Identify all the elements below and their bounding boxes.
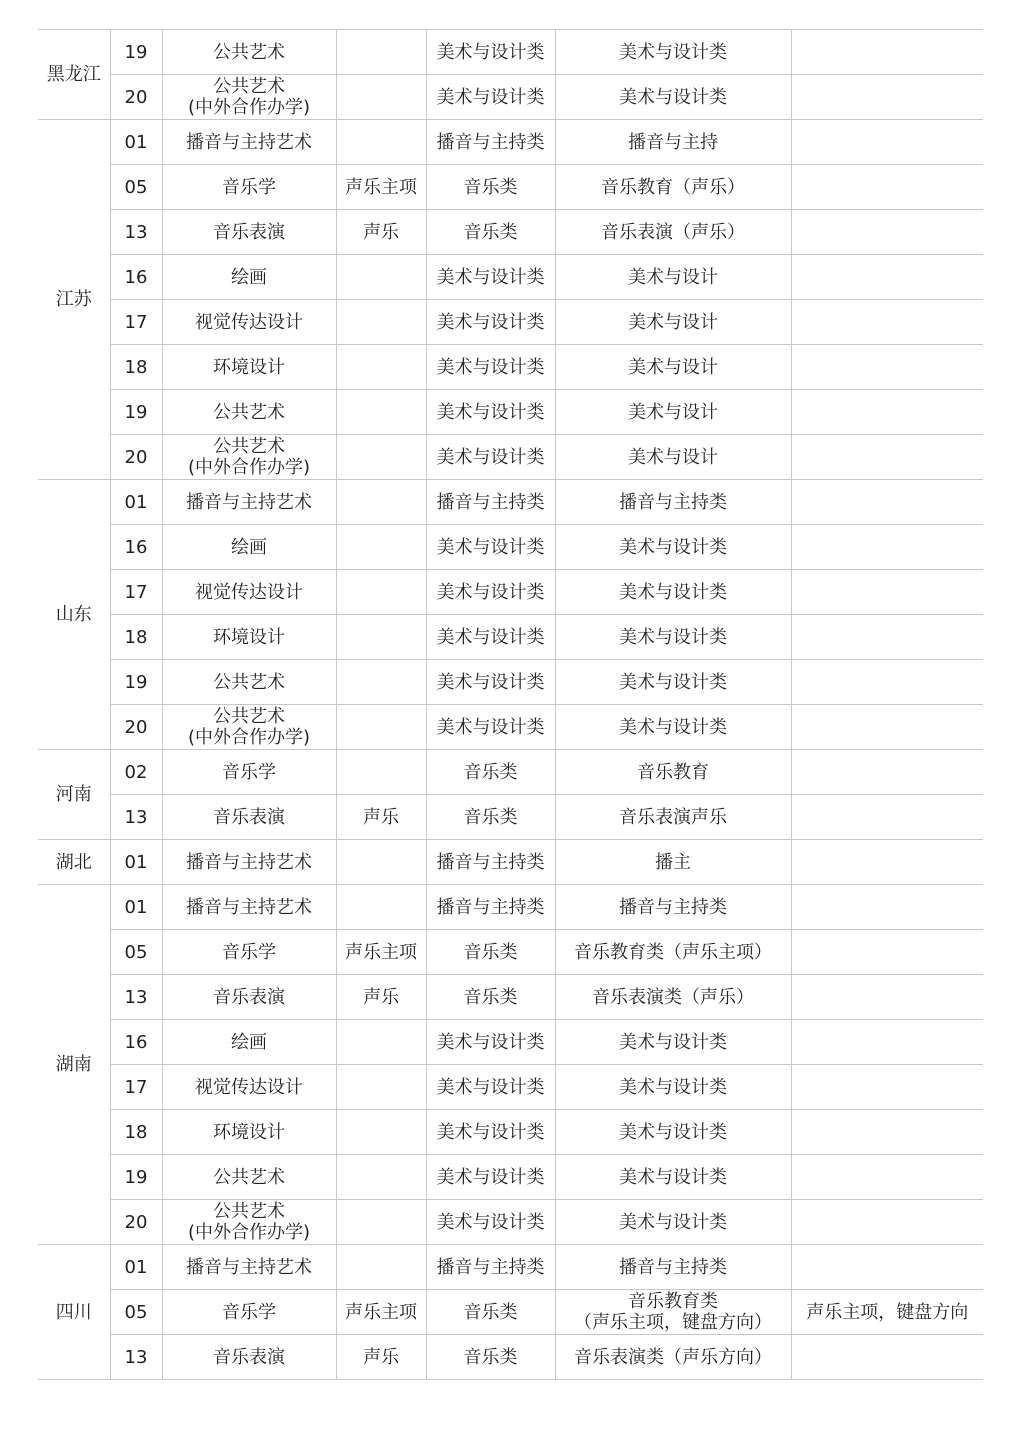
category-cell: 美术与设计类 xyxy=(426,300,555,345)
note-cell xyxy=(791,1020,983,1065)
table-row xyxy=(38,705,983,750)
exam-category-cell-line: 美术与设计类 xyxy=(619,86,727,108)
major-name-cell-line: 公共艺术 xyxy=(213,436,285,457)
category-cell: 音乐类 xyxy=(426,975,555,1020)
exam-category-cell xyxy=(555,660,791,705)
major-code-cell: 02 xyxy=(110,750,162,795)
table-row xyxy=(38,390,983,435)
exam-category-cell-line: 播音与主持类 xyxy=(619,491,727,513)
major-code-cell: 20 xyxy=(110,435,162,480)
category-cell: 美术与设计类 xyxy=(426,1065,555,1110)
exam-category-cell-line: 美术与设计 xyxy=(628,356,718,378)
category-cell: 美术与设计类 xyxy=(426,435,555,480)
major-name-cell-line: 音乐学 xyxy=(222,1301,276,1323)
category-cell: 音乐类 xyxy=(426,210,555,255)
major-code-cell: 13 xyxy=(110,210,162,255)
exam-category-cell xyxy=(555,570,791,615)
table-row xyxy=(38,885,983,930)
major-name-cell-line: 环境设计 xyxy=(213,1121,285,1143)
exam-category-cell-line: 美术与设计类 xyxy=(619,581,727,603)
major-name-cell xyxy=(162,30,336,75)
major-code-cell: 05 xyxy=(110,930,162,975)
exam-category-cell xyxy=(555,300,791,345)
note-cell xyxy=(791,750,983,795)
exam-category-cell-line: 音乐教育 xyxy=(637,761,709,783)
table-row xyxy=(38,345,983,390)
table-row xyxy=(38,255,983,300)
main-item-cell xyxy=(336,480,426,525)
major-code-cell: 01 xyxy=(110,120,162,165)
note-cell xyxy=(791,885,983,930)
table-body xyxy=(38,30,983,1380)
major-code-cell: 05 xyxy=(110,1290,162,1335)
category-cell: 音乐类 xyxy=(426,795,555,840)
note-cell xyxy=(791,300,983,345)
table-row xyxy=(38,1110,983,1155)
main-item-cell: 声乐主项 xyxy=(336,930,426,975)
note-cell xyxy=(791,435,983,480)
exam-category-cell xyxy=(555,255,791,300)
major-code-cell: 18 xyxy=(110,345,162,390)
major-name-cell-line: 播音与主持艺术 xyxy=(186,851,312,873)
note-cell xyxy=(791,975,983,1020)
exam-category-cell-line: 播音与主持类 xyxy=(619,896,727,918)
table-row xyxy=(38,795,983,840)
category-cell: 播音与主持类 xyxy=(426,840,555,885)
major-name-cell xyxy=(162,255,336,300)
exam-category-cell xyxy=(555,345,791,390)
major-name-cell-line: 环境设计 xyxy=(213,626,285,648)
exam-category-cell-line: 音乐表演类（声乐方向） xyxy=(574,1346,772,1368)
category-cell: 美术与设计类 xyxy=(426,1200,555,1245)
major-name-cell-line: 公共艺术 xyxy=(213,401,285,423)
exam-category-cell-line: 美术与设计类 xyxy=(619,1076,727,1098)
table-row xyxy=(38,165,983,210)
major-code-cell: 20 xyxy=(110,75,162,120)
exam-category-cell-line: 播音与主持类 xyxy=(619,1256,727,1278)
major-name-cell xyxy=(162,120,336,165)
note-cell xyxy=(791,120,983,165)
main-item-cell xyxy=(336,1200,426,1245)
main-item-cell: 声乐 xyxy=(336,210,426,255)
exam-category-cell xyxy=(555,1335,791,1380)
category-cell: 音乐类 xyxy=(426,1290,555,1335)
major-code-cell: 19 xyxy=(110,660,162,705)
exam-category-cell-line: 音乐教育（声乐） xyxy=(601,176,745,198)
table-row xyxy=(38,615,983,660)
table-row xyxy=(38,1065,983,1110)
exam-category-cell-line: 美术与设计类 xyxy=(619,1031,727,1053)
category-cell: 播音与主持类 xyxy=(426,480,555,525)
major-name-cell-line: 绘画 xyxy=(231,536,267,558)
category-cell: 美术与设计类 xyxy=(426,525,555,570)
major-name-cell-line: 播音与主持艺术 xyxy=(186,131,312,153)
major-code-cell: 16 xyxy=(110,255,162,300)
major-name-cell-line: 视觉传达设计 xyxy=(195,1076,303,1098)
major-name-cell xyxy=(162,1245,336,1290)
category-cell: 美术与设计类 xyxy=(426,1020,555,1065)
major-name-cell xyxy=(162,435,336,480)
main-item-cell xyxy=(336,660,426,705)
note-cell xyxy=(791,1065,983,1110)
main-item-cell xyxy=(336,885,426,930)
main-item-cell xyxy=(336,1020,426,1065)
major-name-cell xyxy=(162,75,336,120)
exam-category-cell-line: 美术与设计类 xyxy=(619,671,727,693)
category-cell: 美术与设计类 xyxy=(426,75,555,120)
major-name-cell xyxy=(162,975,336,1020)
major-name-cell-line: 音乐学 xyxy=(222,176,276,198)
major-name-cell-line: 音乐表演 xyxy=(213,806,285,828)
table-row xyxy=(38,1020,983,1065)
major-code-cell: 16 xyxy=(110,1020,162,1065)
note-cell: 声乐主项，键盘方向 xyxy=(791,1290,983,1335)
major-code-cell: 17 xyxy=(110,1065,162,1110)
main-item-cell xyxy=(336,75,426,120)
main-item-cell: 声乐 xyxy=(336,1335,426,1380)
major-name-cell xyxy=(162,615,336,660)
table-row xyxy=(38,1290,983,1335)
province-cell: 湖南 xyxy=(38,885,110,1245)
category-cell: 美术与设计类 xyxy=(426,390,555,435)
major-code-cell: 17 xyxy=(110,300,162,345)
exam-category-cell xyxy=(555,750,791,795)
category-cell: 音乐类 xyxy=(426,165,555,210)
note-cell xyxy=(791,30,983,75)
exam-category-cell-line: 美术与设计类 xyxy=(619,1166,727,1188)
table-row xyxy=(38,570,983,615)
table-row xyxy=(38,660,983,705)
exam-category-cell xyxy=(555,705,791,750)
major-name-cell-line: 音乐表演 xyxy=(213,221,285,243)
major-name-cell-line: 公共艺术 xyxy=(213,1201,285,1222)
table-row xyxy=(38,480,983,525)
note-cell xyxy=(791,480,983,525)
exam-category-cell-line: 美术与设计类 xyxy=(619,716,727,738)
admission-plan-table xyxy=(38,29,983,1380)
note-cell xyxy=(791,255,983,300)
major-code-cell: 19 xyxy=(110,1155,162,1200)
major-name-cell xyxy=(162,885,336,930)
exam-category-cell xyxy=(555,1245,791,1290)
major-name-cell-line: (中外合作办学) xyxy=(187,457,311,478)
exam-category-cell-line: 美术与设计类 xyxy=(619,536,727,558)
note-cell xyxy=(791,1155,983,1200)
note-cell xyxy=(791,390,983,435)
main-item-cell: 声乐主项 xyxy=(336,165,426,210)
major-name-cell xyxy=(162,480,336,525)
province-cell: 江苏 xyxy=(38,120,110,480)
major-name-cell xyxy=(162,210,336,255)
note-cell xyxy=(791,570,983,615)
category-cell: 美术与设计类 xyxy=(426,615,555,660)
major-code-cell: 13 xyxy=(110,1335,162,1380)
main-item-cell: 声乐 xyxy=(336,975,426,1020)
major-name-cell xyxy=(162,1110,336,1155)
major-name-cell xyxy=(162,795,336,840)
table-row xyxy=(38,75,983,120)
major-name-cell xyxy=(162,930,336,975)
note-cell xyxy=(791,165,983,210)
major-code-cell: 13 xyxy=(110,975,162,1020)
major-code-cell: 01 xyxy=(110,885,162,930)
exam-category-cell xyxy=(555,840,791,885)
table-row xyxy=(38,840,983,885)
table-row xyxy=(38,210,983,255)
exam-category-cell xyxy=(555,1020,791,1065)
main-item-cell xyxy=(336,1245,426,1290)
category-cell: 美术与设计类 xyxy=(426,1155,555,1200)
category-cell: 美术与设计类 xyxy=(426,1110,555,1155)
exam-category-cell-line: 音乐教育类（声乐主项） xyxy=(574,941,772,963)
main-item-cell xyxy=(336,750,426,795)
major-code-cell: 18 xyxy=(110,1110,162,1155)
main-item-cell xyxy=(336,1155,426,1200)
exam-category-cell-line: 播音与主持 xyxy=(628,131,718,153)
exam-category-cell xyxy=(555,1200,791,1245)
exam-category-cell-line: 美术与设计 xyxy=(628,401,718,423)
main-item-cell xyxy=(336,1110,426,1155)
main-item-cell xyxy=(336,1065,426,1110)
note-cell xyxy=(791,1335,983,1380)
category-cell: 音乐类 xyxy=(426,1335,555,1380)
note-cell xyxy=(791,1110,983,1155)
major-name-cell xyxy=(162,570,336,615)
note-cell xyxy=(791,660,983,705)
note-cell xyxy=(791,930,983,975)
table-row xyxy=(38,1155,983,1200)
exam-category-cell-line: 美术与设计类 xyxy=(619,1121,727,1143)
table-row xyxy=(38,1200,983,1245)
major-name-cell-line: 环境设计 xyxy=(213,356,285,378)
exam-category-cell-line: 美术与设计类 xyxy=(619,1211,727,1233)
table-row xyxy=(38,1335,983,1380)
exam-category-cell-line: 美术与设计 xyxy=(628,311,718,333)
major-name-cell-line: 音乐表演 xyxy=(213,986,285,1008)
exam-category-cell xyxy=(555,75,791,120)
exam-category-cell-line: 音乐表演类（声乐） xyxy=(592,986,754,1008)
main-item-cell xyxy=(336,255,426,300)
table-row xyxy=(38,750,983,795)
major-name-cell xyxy=(162,390,336,435)
note-cell xyxy=(791,525,983,570)
major-name-cell-line: 公共艺术 xyxy=(213,41,285,63)
exam-category-cell xyxy=(555,615,791,660)
exam-category-cell-line: 音乐教育类 xyxy=(628,1291,718,1312)
major-name-cell-line: 公共艺术 xyxy=(213,671,285,693)
main-item-cell xyxy=(336,525,426,570)
major-name-cell xyxy=(162,300,336,345)
major-name-cell xyxy=(162,525,336,570)
note-cell xyxy=(791,75,983,120)
table-row xyxy=(38,120,983,165)
main-item-cell xyxy=(336,435,426,480)
major-name-cell xyxy=(162,1200,336,1245)
main-item-cell xyxy=(336,390,426,435)
main-item-cell xyxy=(336,30,426,75)
exam-category-cell-line: （声乐主项，键盘方向） xyxy=(574,1312,772,1333)
major-name-cell xyxy=(162,1020,336,1065)
major-code-cell: 16 xyxy=(110,525,162,570)
major-name-cell xyxy=(162,345,336,390)
major-code-cell: 19 xyxy=(110,390,162,435)
category-cell: 美术与设计类 xyxy=(426,30,555,75)
note-cell xyxy=(791,615,983,660)
major-code-cell: 13 xyxy=(110,795,162,840)
category-cell: 美术与设计类 xyxy=(426,660,555,705)
major-code-cell: 01 xyxy=(110,480,162,525)
category-cell: 音乐类 xyxy=(426,750,555,795)
table-row xyxy=(38,30,983,75)
major-name-cell xyxy=(162,165,336,210)
main-item-cell xyxy=(336,840,426,885)
main-item-cell: 声乐 xyxy=(336,795,426,840)
major-name-cell-line: 公共艺术 xyxy=(213,1166,285,1188)
major-name-cell xyxy=(162,1290,336,1335)
major-name-cell xyxy=(162,1065,336,1110)
major-name-cell xyxy=(162,750,336,795)
exam-category-cell xyxy=(555,975,791,1020)
major-name-cell-line: 视觉传达设计 xyxy=(195,581,303,603)
major-name-cell-line: 音乐学 xyxy=(222,761,276,783)
major-name-cell-line: 绘画 xyxy=(231,1031,267,1053)
major-name-cell-line: 播音与主持艺术 xyxy=(186,1256,312,1278)
category-cell: 美术与设计类 xyxy=(426,345,555,390)
major-name-cell-line: 视觉传达设计 xyxy=(195,311,303,333)
province-cell: 黑龙江 xyxy=(38,30,110,120)
province-cell: 湖北 xyxy=(38,840,110,885)
major-code-cell: 20 xyxy=(110,705,162,750)
exam-category-cell-line: 音乐表演声乐 xyxy=(619,806,727,828)
note-cell xyxy=(791,705,983,750)
main-item-cell xyxy=(336,345,426,390)
major-name-cell-line: 公共艺术 xyxy=(213,76,285,97)
major-name-cell xyxy=(162,840,336,885)
major-name-cell-line: (中外合作办学) xyxy=(187,727,311,748)
main-item-cell xyxy=(336,705,426,750)
exam-category-cell-line: 美术与设计 xyxy=(628,446,718,468)
table-row xyxy=(38,525,983,570)
exam-category-cell-line: 播主 xyxy=(655,851,691,873)
exam-category-cell xyxy=(555,525,791,570)
category-cell: 播音与主持类 xyxy=(426,120,555,165)
table-row xyxy=(38,930,983,975)
category-cell: 播音与主持类 xyxy=(426,885,555,930)
exam-category-cell xyxy=(555,1065,791,1110)
exam-category-cell xyxy=(555,885,791,930)
table-row xyxy=(38,300,983,345)
major-code-cell: 01 xyxy=(110,840,162,885)
table-row xyxy=(38,975,983,1020)
major-name-cell-line: 绘画 xyxy=(231,266,267,288)
exam-category-cell xyxy=(555,930,791,975)
exam-category-cell xyxy=(555,795,791,840)
category-cell: 美术与设计类 xyxy=(426,255,555,300)
major-name-cell xyxy=(162,1335,336,1380)
major-name-cell xyxy=(162,1155,336,1200)
major-name-cell xyxy=(162,660,336,705)
main-item-cell xyxy=(336,615,426,660)
note-cell xyxy=(791,210,983,255)
category-cell: 音乐类 xyxy=(426,930,555,975)
main-item-cell xyxy=(336,120,426,165)
exam-category-cell xyxy=(555,165,791,210)
major-name-cell xyxy=(162,705,336,750)
table-row xyxy=(38,1245,983,1290)
note-cell xyxy=(791,795,983,840)
major-code-cell: 05 xyxy=(110,165,162,210)
major-name-cell-line: 音乐表演 xyxy=(213,1346,285,1368)
exam-category-cell-line: 美术与设计类 xyxy=(619,41,727,63)
note-cell xyxy=(791,840,983,885)
exam-category-cell xyxy=(555,1155,791,1200)
exam-category-cell xyxy=(555,480,791,525)
exam-category-cell xyxy=(555,120,791,165)
main-item-cell xyxy=(336,300,426,345)
major-name-cell-line: 公共艺术 xyxy=(213,706,285,727)
major-name-cell-line: 播音与主持艺术 xyxy=(186,491,312,513)
exam-category-cell xyxy=(555,210,791,255)
category-cell: 美术与设计类 xyxy=(426,705,555,750)
note-cell xyxy=(791,1200,983,1245)
major-code-cell: 19 xyxy=(110,30,162,75)
province-cell: 河南 xyxy=(38,750,110,840)
major-name-cell-line: (中外合作办学) xyxy=(187,97,311,118)
category-cell: 播音与主持类 xyxy=(426,1245,555,1290)
admission-table-page xyxy=(38,29,983,1380)
major-name-cell-line: (中外合作办学) xyxy=(187,1222,311,1243)
exam-category-cell-line: 音乐表演（声乐） xyxy=(601,221,745,243)
major-code-cell: 01 xyxy=(110,1245,162,1290)
major-code-cell: 17 xyxy=(110,570,162,615)
major-code-cell: 18 xyxy=(110,615,162,660)
exam-category-cell xyxy=(555,30,791,75)
exam-category-cell xyxy=(555,390,791,435)
exam-category-cell-line: 美术与设计类 xyxy=(619,626,727,648)
major-code-cell: 20 xyxy=(110,1200,162,1245)
note-cell xyxy=(791,345,983,390)
province-cell: 山东 xyxy=(38,480,110,750)
exam-category-cell-line: 美术与设计 xyxy=(628,266,718,288)
province-cell: 四川 xyxy=(38,1245,110,1380)
main-item-cell xyxy=(336,570,426,615)
category-cell: 美术与设计类 xyxy=(426,570,555,615)
exam-category-cell xyxy=(555,1290,791,1335)
exam-category-cell xyxy=(555,1110,791,1155)
main-item-cell: 声乐主项 xyxy=(336,1290,426,1335)
major-name-cell-line: 播音与主持艺术 xyxy=(186,896,312,918)
major-name-cell-line: 音乐学 xyxy=(222,941,276,963)
table-row xyxy=(38,435,983,480)
note-cell xyxy=(791,1245,983,1290)
exam-category-cell xyxy=(555,435,791,480)
